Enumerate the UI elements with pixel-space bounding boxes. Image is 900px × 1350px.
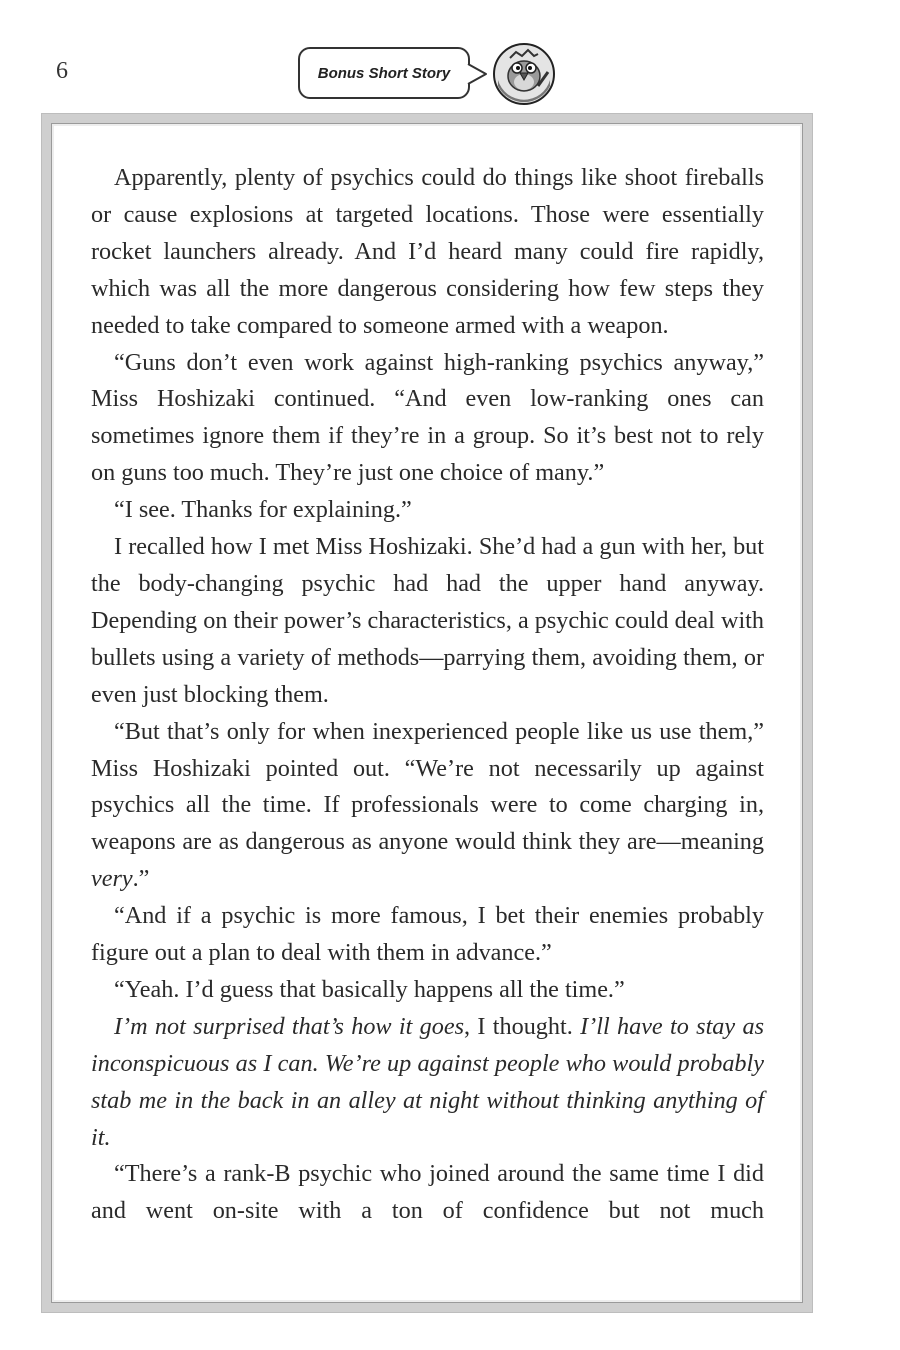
emphasis-text: very	[91, 865, 133, 893]
paragraph	[91, 714, 764, 899]
thought-text: I’ll have to stay as inconspicuous as I can. We’re up against people who would probably stab me in the back in an alley at night without thinking anything of it.	[91, 1012, 764, 1151]
section-label-bubble: Bonus Short Story	[298, 47, 470, 99]
paragraph-text: .”	[132, 865, 150, 893]
story-text	[91, 160, 764, 1230]
paragraph-text: “But that’s only for when inexperienced people like us use them,” Miss Hoshizaki pointed out. “We’re not necessarily up against psychics all the time. If professionals were to come charging in, weapons are as dangerous as anyone would think they are—meaning	[91, 717, 764, 856]
paragraph-text: , I thought.	[464, 1012, 581, 1040]
mascot-bird-icon	[492, 42, 556, 106]
paragraph: I recalled how I met Miss Hoshizaki. She’d had a gun with her, but the body-changing psychic had had the upper hand anyway. Depending on their power’s characteristics, a psychic could deal with bullets using a variety of methods—parrying them, avoiding them, or even just blocking them.	[91, 533, 764, 708]
paragraph: “Guns don’t even work against high-ranking psychics anyway,” Miss Hoshizaki continued. “And even low-ranking ones can sometimes ignore them if they’re in a group. So it’s best not to rely on guns too much. They’re just one choice of many.”	[91, 348, 764, 487]
thought-text: I’m not surprised that’s how it goes	[114, 1012, 465, 1040]
speech-bubble-tail-icon	[466, 62, 490, 88]
paragraph: “There’s a rank-B psychic who joined around the same time I did and went on-site with a ton of confidence but not much	[91, 1160, 764, 1225]
paragraph	[91, 1009, 764, 1157]
paragraph: Apparently, plenty of psychics could do things like shoot fireballs or cause explosions at targeted locations. Those were essentially rocket launchers already. And I’d heard many could fire rapidly, which was all the more dangerous considering how few steps they needed to take compared to someone armed with a weapon.	[91, 164, 764, 339]
paragraph: “And if a psychic is more famous, I bet their enemies probably figure out a plan to deal with them in advance.”	[91, 902, 764, 967]
page-number: 6	[56, 58, 68, 84]
paragraph: “I see. Thanks for explaining.”	[114, 496, 412, 524]
paragraph: “Yeah. I’d guess that basically happens all the time.”	[114, 975, 625, 1003]
